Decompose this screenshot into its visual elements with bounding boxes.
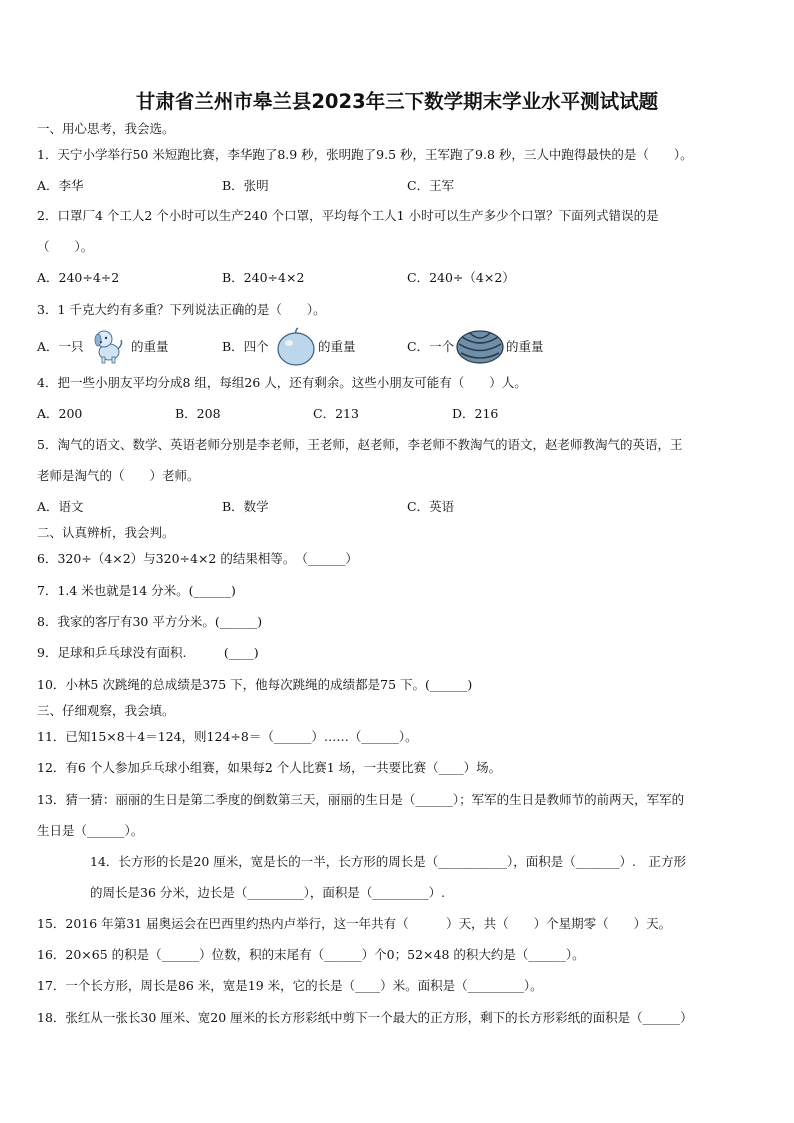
q3-option-a-prefix: A．一只: [37, 339, 84, 354]
question-13-line1: 13．猜一猜：丽丽的生日是第二季度的倒数第三天，丽丽的生日是（______）；军军的生日是教师节的前两天，军军的: [37, 792, 685, 807]
q4-option-b: B．208: [175, 406, 221, 421]
q5-option-a: A．语文: [37, 499, 84, 514]
q4-option-d: D．216: [452, 406, 499, 421]
q5-option-c: C．英语: [407, 499, 455, 514]
question-8: 8．我家的客厅有30 平方分米。(______): [37, 614, 263, 629]
q3-option-c-suffix: 的重量: [506, 339, 544, 354]
question-7: 7．1.4 米也就是14 分米。(______): [37, 583, 236, 598]
watermelon-icon: [456, 329, 504, 365]
q5-option-b: B．数学: [222, 499, 269, 514]
apple-icon: [275, 327, 317, 367]
question-2-line1: 2．口罩厂4 个工人2 个小时可以生产240 个口罩，平均每个工人1 小时可以生产多少个口罩？下面列式错误的是: [37, 208, 659, 223]
section-heading-choice: 一、用心思考，我会选。: [37, 121, 175, 136]
question-1: 1．天宁小学举行50 米短跑比赛，李华跑了8.9 秒，张明跑了9.5 秒，王军跑了9.8 秒，三人中跑得最快的是（ ）。: [37, 147, 693, 162]
question-4: 4．把一些小朋友平均分成8 组，每组26 人，还有剩余。这些小朋友可能有（ ）人。: [37, 375, 527, 390]
section-heading-judge: 二、认真辨析，我会判。: [37, 525, 175, 540]
question-13-line2: 生日是（______）。: [37, 823, 144, 838]
question-16: 16．20×65 的积是（______）位数，积的末尾有（______）个0；52×48 的积大约是（______）。: [37, 947, 585, 962]
question-6: 6．320÷（4×2）与320÷4×2 的结果相等。 （______）: [37, 551, 358, 566]
question-12: 12．有6 个人参加乒乓球小组赛，如果每2 个人比赛1 场，一共要比赛（____）场。: [37, 760, 502, 775]
page-title: 甘肃省兰州市皋兰县2023年三下数学期末学业水平测试试题: [135, 90, 659, 113]
question-11: 11．已知15×8＋4＝124，则124÷8＝（______）……（______）。: [37, 729, 418, 744]
q1-option-b: B．张明: [222, 178, 269, 193]
q4-option-c: C．213: [313, 406, 359, 421]
question-10: 10．小林5 次跳绳的总成绩是375 下，他每次跳绳的成绩都是75 下。(______): [37, 677, 473, 692]
question-14-line1: 14．长方形的长是20 厘米，宽是长的一半，长方形的周长是（___________），面积是（_______）. 正方形: [90, 854, 687, 869]
question-15: 15．2016 年第31 届奥运会在巴西里约热内卢举行，这一年共有（ ）天，共（ ）个星期零（ ）天。: [37, 916, 672, 931]
q3-option-a-suffix: 的重量: [131, 339, 169, 354]
question-5-line1: 5．淘气的语文、数学、英语老师分别是李老师，王老师，赵老师，李老师不教淘气的语文，赵老师教淘气的英语，王: [37, 437, 683, 452]
q4-option-a: A．200: [37, 406, 83, 421]
question-5-line2: 老师是淘气的（ ）老师。: [37, 468, 200, 483]
q1-option-a: A．李华: [37, 178, 84, 193]
question-9: 9．足球和乒乓球没有面积. (____): [37, 645, 259, 660]
q1-option-c: C．王军: [407, 178, 455, 193]
question-14-line2: 的周长是36 分米，边长是（_________），面积是（_________）.: [90, 885, 446, 900]
q3-option-b-suffix: 的重量: [318, 339, 356, 354]
dog-icon: [90, 327, 126, 365]
question-17: 17．一个长方形，周长是86 米，宽是19 米，它的长是（____）米。面积是（_________）。: [37, 978, 543, 993]
section-heading-fill: 三、仔细观察，我会填。: [37, 703, 175, 718]
question-2-line2: （ ）。: [37, 239, 94, 254]
q3-option-c-prefix: C．一个: [407, 339, 455, 354]
question-18: 18．张红从一张长30 厘米、宽20 厘米的长方形彩纸中剪下一个最大的正方形，剩下的长方形彩纸的面积是（______）: [37, 1010, 693, 1025]
q2-option-c: C．240÷（4×2）: [407, 270, 515, 285]
question-3: 3．1 千克大约有多重？下列说法正确的是（ ）。: [37, 302, 326, 317]
q2-option-b: B．240÷4×2: [222, 270, 305, 285]
q3-option-b-prefix: B．四个: [222, 339, 269, 354]
q2-option-a: A．240÷4÷2: [37, 270, 120, 285]
